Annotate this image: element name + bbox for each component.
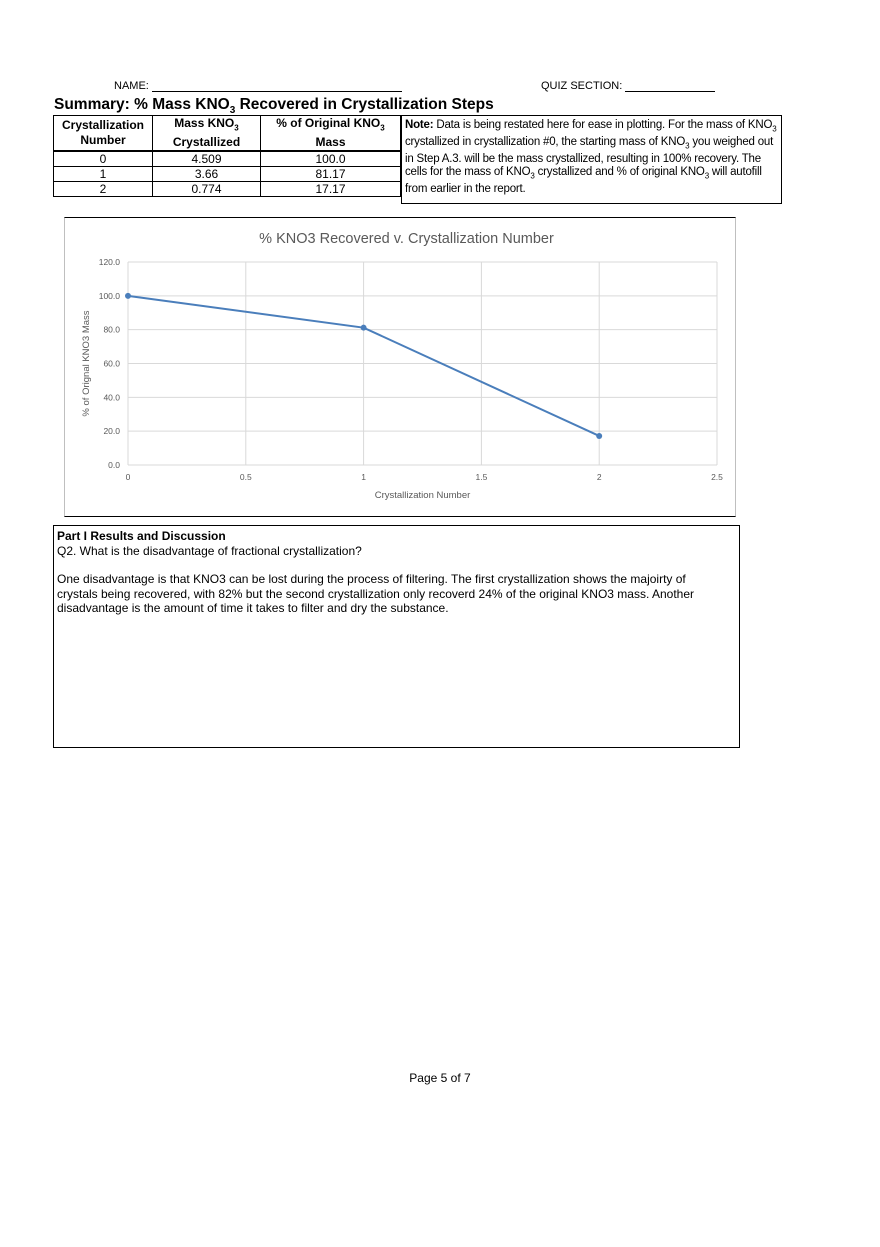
line-chart xyxy=(65,218,737,518)
table-cell: 100.0 xyxy=(261,151,401,167)
summary-title: Summary: % Mass $KNO_3$ Recovered in Crystallization Steps xyxy=(54,96,494,117)
table-cell: 1 xyxy=(54,167,153,182)
data-point xyxy=(361,325,367,331)
table-cell: 3.66 xyxy=(153,167,261,182)
table-cell: 17.17 xyxy=(261,182,401,197)
quiz-section-label: QUIZ SECTION: xyxy=(541,80,623,92)
crystallization-table xyxy=(53,115,401,197)
y-axis-label: % of Orignal KNO3 Mass xyxy=(81,310,92,417)
data-point xyxy=(125,293,131,299)
x-tick-label: 0.5 xyxy=(239,472,252,482)
name-label: NAME: xyxy=(114,80,149,92)
y-tick-label: 60.0 xyxy=(103,358,120,369)
table-cell: 81.17 xyxy=(261,167,401,182)
table-cell: 4.509 xyxy=(153,151,261,167)
page-number: Page 5 of 7 xyxy=(409,1071,471,1085)
table-row xyxy=(54,167,401,182)
y-tick-label: 0.0 xyxy=(108,460,120,470)
table-cell: 0.774 xyxy=(153,182,261,197)
table-row xyxy=(54,151,401,167)
header-percent-original: % of Original $KNO_3$ Mass xyxy=(261,116,401,152)
x-tick-label: 0 xyxy=(125,472,131,482)
x-tick-label: 1.5 xyxy=(475,472,488,482)
table-header-row xyxy=(54,116,401,152)
quiz-section-field xyxy=(541,79,715,92)
discussion-answer[interactable]: One disadvantage is that KNO3 can be lost during the process of filtering. The first crystallization shows the majoirty of crystals being recovered, with 82% but the second crystallization only recoverd 24% of the original KNO3 mass. Another disadvantage is the amount of time it takes to filter and dry the substance. xyxy=(57,572,694,615)
quiz-section-blank[interactable] xyxy=(625,79,715,92)
note-label: Note: xyxy=(405,119,434,131)
name-blank[interactable] xyxy=(152,79,402,92)
table-row xyxy=(54,182,401,197)
y-tick-label: 120.0 xyxy=(98,257,120,267)
discussion-heading: Part I Results and Discussion xyxy=(57,529,226,543)
x-axis-label: Crystallization Number xyxy=(374,490,471,501)
chart-container xyxy=(64,217,736,517)
name-field xyxy=(114,79,402,92)
discussion-box xyxy=(53,525,740,748)
table-cell: 2 xyxy=(54,182,153,197)
header-crystallization-number: Crystallization Number xyxy=(54,116,153,152)
x-tick-label: 2 xyxy=(596,472,602,482)
y-tick-label: 80.0 xyxy=(103,324,120,335)
y-tick-label: 40.0 xyxy=(103,392,120,403)
x-tick-label: 1 xyxy=(361,472,366,482)
table-cell: 0 xyxy=(54,151,153,167)
header-mass-crystallized: Mass $KNO_3$ Crystallized xyxy=(153,116,261,152)
x-tick-label: 2.5 xyxy=(711,472,723,482)
note-box: Note: Data is being restated here for ease in plotting. For the mass of $KNO_3$ crystallized in crystallization #0, the starting mass of $KNO_3$ you weighed out in Step A.3. will be the mass crystallized, resulting in 100% recovery. The cells for the mass of $KNO_3$ crystallized and % of original $KNO_3$ will autofill from earlier in the report. xyxy=(401,115,782,204)
data-point xyxy=(596,433,602,439)
chart-title: % KNO3 Recovered v. Crystallization Number xyxy=(259,231,554,247)
y-tick-label: 20.0 xyxy=(103,426,120,437)
discussion-question: Q2. What is the disadvantage of fractional crystallization? xyxy=(57,543,362,558)
y-tick-label: 100.0 xyxy=(98,290,120,301)
